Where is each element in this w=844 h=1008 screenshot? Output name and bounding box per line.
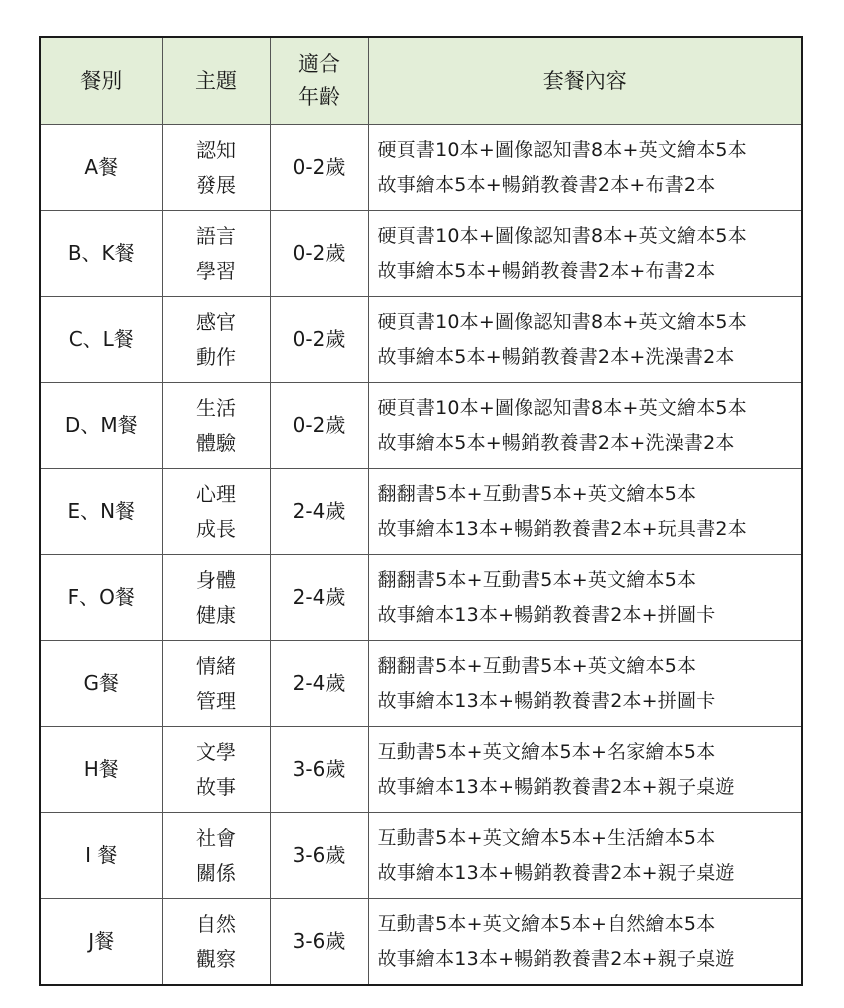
table-row — [40, 211, 802, 297]
header-theme: 主題 — [162, 37, 270, 125]
age-cell: 2-4歲 — [270, 469, 368, 555]
contents-line: 翻翻書5本+互動書5本+英文繪本5本 — [377, 482, 697, 505]
contents-line: 故事繪本5本+暢銷教養書2本+布書2本 — [377, 259, 716, 282]
contents-cell — [368, 727, 802, 813]
meal-cell: A餐 — [40, 125, 162, 211]
contents-line: 互動書5本+英文繪本5本+名家繪本5本 — [377, 740, 716, 763]
contents-cell — [368, 641, 802, 727]
contents-cell — [368, 555, 802, 641]
age-cell: 2-4歲 — [270, 555, 368, 641]
meal-cell: D、M餐 — [40, 383, 162, 469]
theme-cell — [162, 555, 270, 641]
table-row — [40, 383, 802, 469]
theme-line: 體驗 — [196, 430, 236, 455]
meal-cell: F、O餐 — [40, 555, 162, 641]
theme-line: 發展 — [196, 172, 236, 197]
contents-line: 互動書5本+英文繪本5本+自然繪本5本 — [377, 912, 716, 935]
table-body — [40, 125, 802, 986]
contents-line: 故事繪本5本+暢銷教養書2本+布書2本 — [377, 173, 716, 196]
table-row — [40, 899, 802, 986]
theme-line: 社會 — [196, 825, 236, 850]
contents-line: 互動書5本+英文繪本5本+生活繪本5本 — [377, 826, 716, 849]
theme-line: 動作 — [196, 344, 236, 369]
theme-line: 學習 — [196, 258, 236, 283]
meal-cell: B、K餐 — [40, 211, 162, 297]
age-cell: 3-6歲 — [270, 899, 368, 986]
age-cell: 3-6歲 — [270, 813, 368, 899]
contents-line: 故事繪本13本+暢銷教養書2本+親子桌遊 — [377, 861, 735, 884]
theme-cell — [162, 727, 270, 813]
age-cell: 0-2歲 — [270, 383, 368, 469]
age-cell: 0-2歲 — [270, 125, 368, 211]
theme-cell — [162, 125, 270, 211]
contents-line: 硬頁書10本+圖像認知書8本+英文繪本5本 — [377, 396, 747, 419]
contents-cell — [368, 297, 802, 383]
contents-line: 故事繪本13本+暢銷教養書2本+拼圖卡 — [377, 689, 716, 712]
theme-line: 故事 — [196, 774, 236, 799]
theme-line: 成長 — [196, 516, 236, 541]
age-cell: 0-2歲 — [270, 297, 368, 383]
header-age — [270, 37, 368, 125]
contents-line: 故事繪本13本+暢銷教養書2本+親子桌遊 — [377, 947, 735, 970]
theme-cell — [162, 211, 270, 297]
meal-cell: H餐 — [40, 727, 162, 813]
contents-line: 故事繪本13本+暢銷教養書2本+玩具書2本 — [377, 517, 747, 540]
meal-cell: I 餐 — [40, 813, 162, 899]
theme-line: 身體 — [196, 567, 236, 592]
table-row — [40, 297, 802, 383]
theme-line: 健康 — [196, 602, 236, 627]
contents-cell — [368, 211, 802, 297]
theme-line: 認知 — [196, 137, 236, 162]
theme-line: 觀察 — [196, 946, 236, 971]
contents-line: 硬頁書10本+圖像認知書8本+英文繪本5本 — [377, 224, 747, 247]
age-cell: 2-4歲 — [270, 641, 368, 727]
theme-line: 生活 — [196, 395, 236, 420]
theme-cell — [162, 383, 270, 469]
theme-line: 關係 — [196, 860, 236, 885]
contents-line: 故事繪本5本+暢銷教養書2本+洗澡書2本 — [377, 345, 735, 368]
table-row — [40, 813, 802, 899]
table-row — [40, 125, 802, 211]
contents-line: 硬頁書10本+圖像認知書8本+英文繪本5本 — [377, 310, 747, 333]
table-row — [40, 641, 802, 727]
header-age-line2: 年齡 — [298, 85, 340, 109]
meal-plan-table — [39, 36, 803, 986]
theme-line: 感官 — [196, 309, 236, 334]
contents-cell — [368, 469, 802, 555]
contents-line: 翻翻書5本+互動書5本+英文繪本5本 — [377, 568, 697, 591]
theme-cell — [162, 813, 270, 899]
contents-cell — [368, 899, 802, 986]
table-row — [40, 727, 802, 813]
contents-line: 故事繪本13本+暢銷教養書2本+親子桌遊 — [377, 775, 735, 798]
table-header-row — [40, 37, 802, 125]
header-meal: 餐別 — [40, 37, 162, 125]
theme-cell — [162, 899, 270, 986]
header-contents: 套餐內容 — [368, 37, 802, 125]
contents-cell — [368, 125, 802, 211]
meal-cell: E、N餐 — [40, 469, 162, 555]
theme-line: 語言 — [196, 223, 236, 248]
table-row — [40, 469, 802, 555]
age-cell: 0-2歲 — [270, 211, 368, 297]
theme-line: 心理 — [196, 481, 236, 506]
theme-cell — [162, 297, 270, 383]
contents-line: 故事繪本5本+暢銷教養書2本+洗澡書2本 — [377, 431, 735, 454]
meal-cell: J餐 — [40, 899, 162, 986]
contents-line: 翻翻書5本+互動書5本+英文繪本5本 — [377, 654, 697, 677]
theme-line: 文學 — [196, 739, 236, 764]
header-age-line1: 適合 — [298, 52, 340, 76]
theme-line: 情緒 — [196, 653, 236, 678]
theme-line: 自然 — [196, 911, 236, 936]
table-row — [40, 555, 802, 641]
theme-cell — [162, 641, 270, 727]
contents-line: 硬頁書10本+圖像認知書8本+英文繪本5本 — [377, 138, 747, 161]
meal-cell: G餐 — [40, 641, 162, 727]
meal-cell: C、L餐 — [40, 297, 162, 383]
theme-cell — [162, 469, 270, 555]
contents-cell — [368, 383, 802, 469]
contents-cell — [368, 813, 802, 899]
contents-line: 故事繪本13本+暢銷教養書2本+拼圖卡 — [377, 603, 716, 626]
age-cell: 3-6歲 — [270, 727, 368, 813]
theme-line: 管理 — [196, 688, 236, 713]
